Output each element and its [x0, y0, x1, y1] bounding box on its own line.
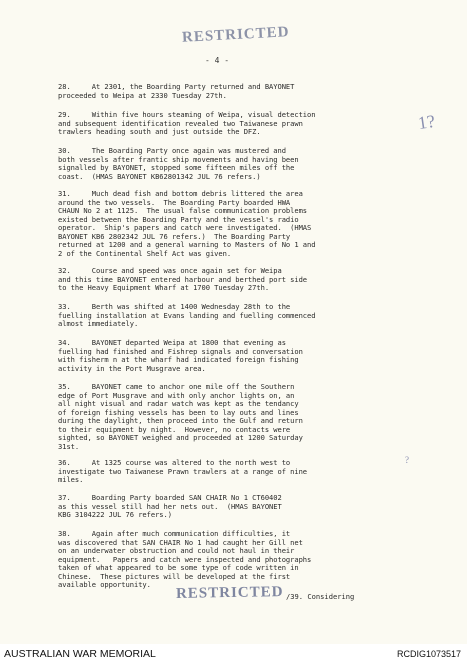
paragraph-30: 30. The Boarding Party once again was mustered and both vessels after frantic ship movements and having been signalled by BAYONET, stopped some fifteen miles off the coast. (HMAS BAYONET KB62801342 JUL 76 refers.) — [58, 146, 299, 181]
paragraph-37: 37. Boarding Party boarded SAN CHAIR No 1 CT60402 as this vessel still had her nets out. (HMAS BAYONET KBG 3104222 JUL 76 refers.) — [58, 493, 282, 520]
paragraph-31: 31. Much dead fish and bottom debris littered the area around the two vessels. The Boarding Party boarded HWA CHAUN No 2 at 1125. The usual false communication problems existed between the Boarding Party and the vessel's radio operator. Ship's papers and catch were investigated. (HMAS BAYONET KB6 2802342 JUL 76 refers.) The Boarding Party returned at 1200 and a general warning to Masters of No 1 and 2 of the Continental Shelf Act was given. — [58, 189, 316, 258]
paragraph-38: 38. Again after much communication difficulties, it was discovered that SAN CHAIR No 1 had caught her Gill net on an underwater obstruction and could not haul in their equipment. Papers and catch were inspected and photographs taken of what appeared to be some type of code written in Chinese. These pictures will be developed at the first available opportunity. — [58, 529, 312, 590]
paragraph-33: 33. Berth was shifted at 1400 Wednesday 28th to the fuelling installation at Evans landing and fuelling commenced almost immediately. — [58, 302, 316, 329]
paragraph-28: 28. At 2301, the Boarding Party returned and BAYONET proceeded to Weipa at 2330 Tuesday 27th. — [58, 82, 295, 100]
paragraph-35: 35. BAYONET came to anchor one mile off the Southern edge of Port Musgrave and with only anchor lights on, an all night visual and radar watch was kept as the tendancy of foreign fishing vessels has been to lay outs and lines during the daylight, then proceed into the Gulf and return to their equipment by night. However, no contacts were sighted, so BAYONET weighed and proceeded at 1200 Saturday 31st. — [58, 382, 303, 451]
paragraph-36: 36. At 1325 course was altered to the north west to investigate two Taiwanese Prawn trawlers at a range of nine miles. — [58, 458, 308, 485]
continuation-catchword: /39. Considering — [286, 592, 355, 601]
restricted-stamp-top: RESTRICTED — [181, 24, 290, 46]
record-id: RCDIG1073517 — [396, 649, 461, 659]
margin-note-29: 1? — [416, 110, 437, 134]
margin-note-36: ? — [405, 455, 409, 465]
paragraph-32: 32. Course and speed was once again set for Weipa and this time BAYONET entered harbour and berthed port side to the Heavy Equipment Wharf at 1700 Tuesday 27th. — [58, 266, 308, 293]
paragraph-29: 29. Within five hours steaming of Weipa, visual detection and subsequent identification revealed two Taiwanese prawn trawlers heading south and just outside the DFZ. — [58, 110, 316, 137]
archive-name: AUSTRALIAN WAR MEMORIAL — [4, 648, 156, 660]
page-number: - 4 - — [205, 56, 230, 65]
restricted-stamp-bottom: RESTRICTED — [175, 584, 284, 602]
archive-footer — [0, 644, 467, 666]
paragraph-34: 34. BAYONET departed Weipa at 1800 that evening as fuelling had finished and Fishrep signals and conversation with fisherm n at the wharf had indicated foreign fishing activity in the Port Musgrave area. — [58, 338, 303, 373]
